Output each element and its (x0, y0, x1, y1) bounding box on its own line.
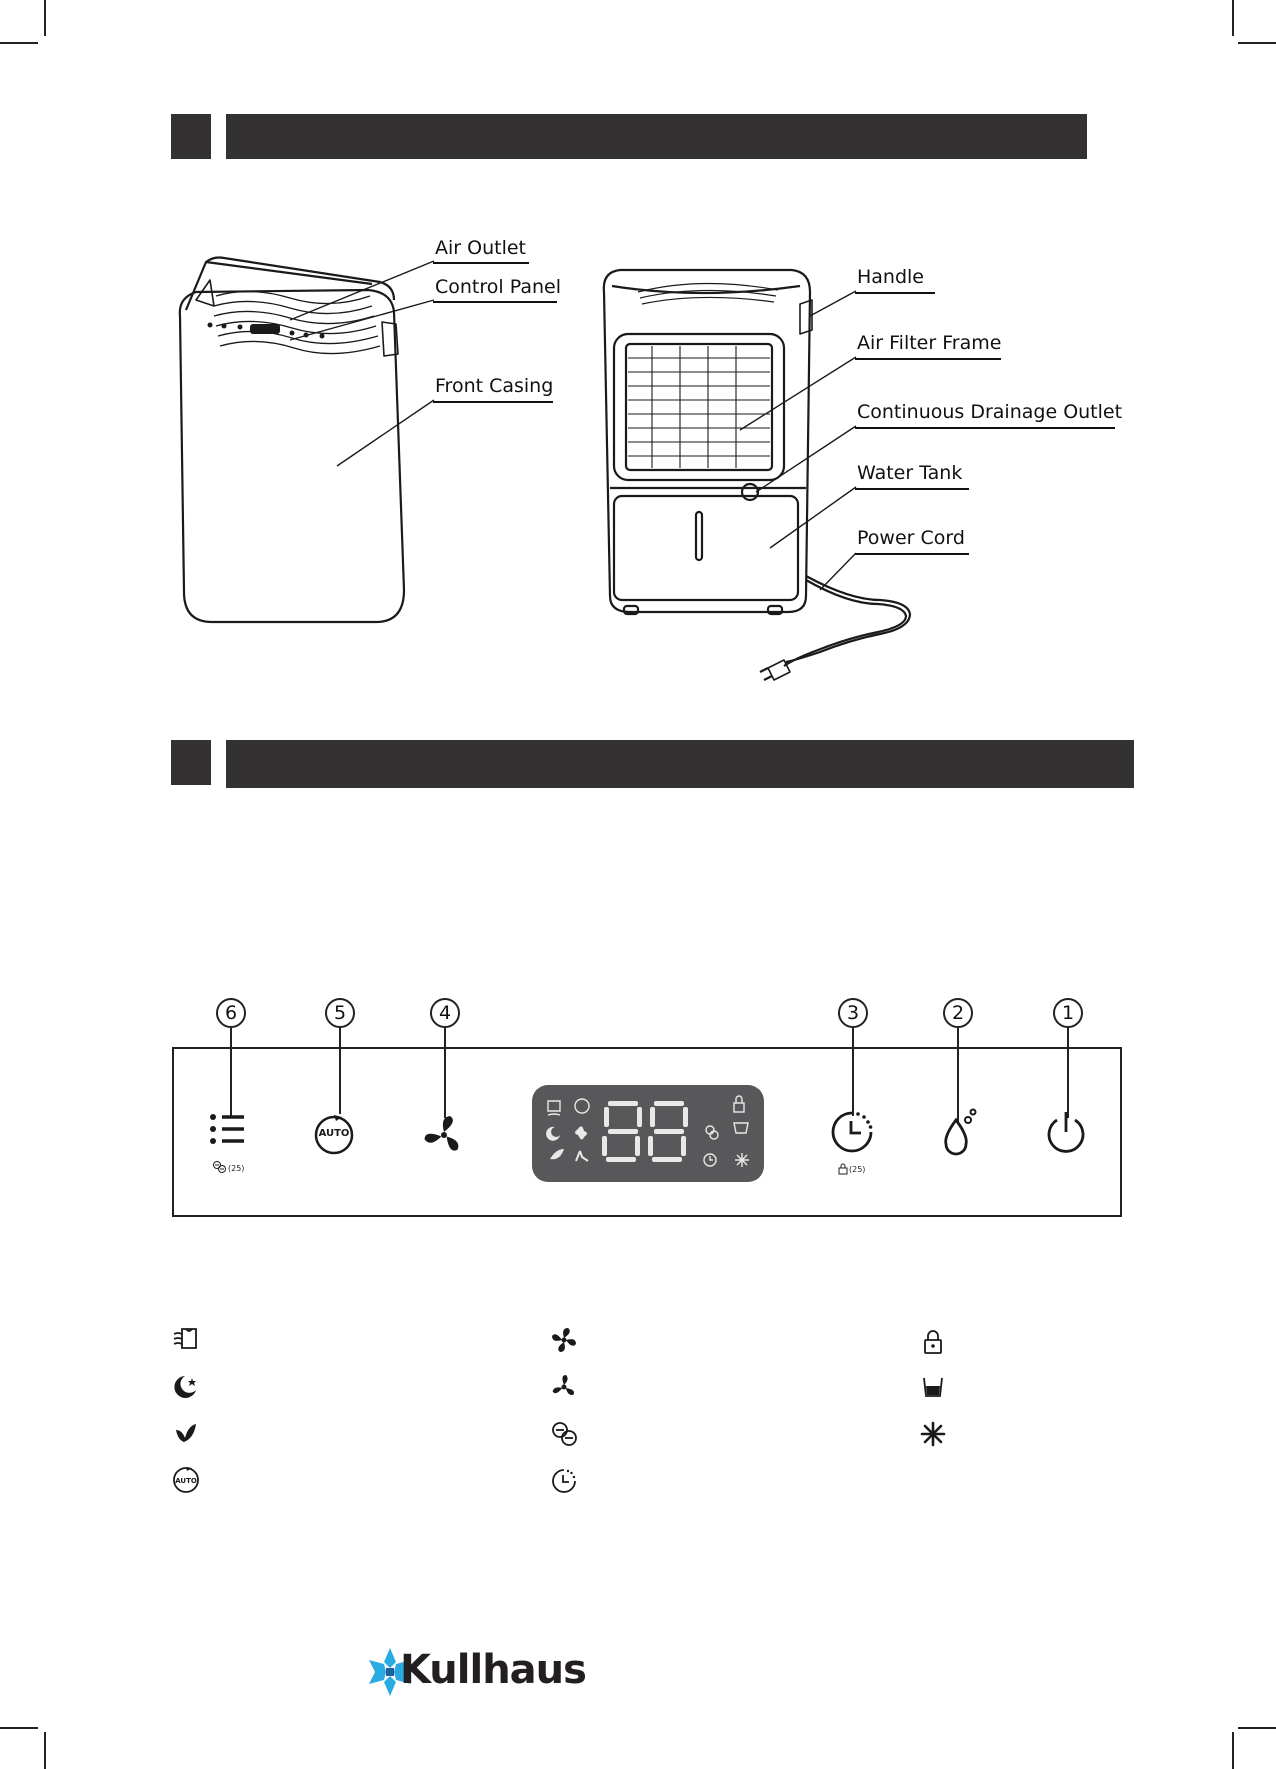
power-button[interactable] (1044, 1110, 1088, 1154)
legend-lock-icon (922, 1329, 944, 1355)
label-underline (855, 358, 1001, 360)
section-marker (171, 740, 211, 785)
crop-mark (1232, 1732, 1234, 1769)
auto-text: AUTO (318, 1128, 350, 1139)
callout-5: 5 (325, 998, 355, 1028)
legend-ion-icon (551, 1421, 579, 1447)
label-power-cord: Power Cord (857, 527, 965, 549)
fan-speed-button[interactable] (423, 1114, 465, 1156)
legend-timer-icon (551, 1468, 577, 1494)
label-underline (433, 262, 529, 264)
brand-name: Kullhaus (400, 1647, 586, 1693)
callout-2: 2 (943, 998, 973, 1028)
mode-button[interactable] (208, 1110, 248, 1150)
label-water-tank: Water Tank (857, 462, 963, 484)
svg-text:AUTO: AUTO (175, 1477, 197, 1485)
ion-icon (213, 1161, 227, 1173)
timer-button-hint: (25) (849, 1165, 866, 1174)
legend-laundry-icon (172, 1326, 200, 1352)
legend-fan-low-icon (551, 1374, 577, 1400)
mode-button-hint: (25) (228, 1164, 245, 1173)
power-icon (1044, 1110, 1088, 1154)
label-air-filter-frame: Air Filter Frame (857, 332, 1002, 354)
label-air-outlet: Air Outlet (435, 237, 526, 259)
section-header-bar (226, 740, 1134, 788)
legend-defrost-icon (920, 1421, 946, 1447)
callout-6: 6 (216, 998, 246, 1028)
list-icon (208, 1110, 248, 1150)
label-underline (855, 427, 1115, 429)
crop-mark (44, 1732, 46, 1769)
legend-fan-high-icon (551, 1327, 577, 1353)
legend-auto-icon (172, 1466, 200, 1494)
droplet-icon (938, 1108, 978, 1156)
label-underline (433, 301, 557, 303)
humidity-button[interactable] (938, 1108, 978, 1156)
lock-icon (838, 1163, 848, 1175)
label-underline (855, 292, 935, 294)
callout-4: 4 (430, 998, 460, 1028)
callout-1: 1 (1053, 998, 1083, 1028)
label-continuous-drainage-outlet: Continuous Drainage Outlet (857, 401, 1123, 423)
fan-icon (423, 1114, 465, 1156)
label-control-panel: Control Panel (435, 276, 561, 298)
label-underline (433, 401, 553, 403)
label-handle: Handle (857, 266, 925, 288)
callout-3: 3 (838, 998, 868, 1028)
legend-eco-icon (172, 1422, 198, 1444)
legend-tank-full-icon (922, 1376, 944, 1398)
auto-button[interactable] (314, 1115, 354, 1155)
label-underline (855, 488, 969, 490)
display-icons (532, 1085, 764, 1182)
timer-icon (830, 1110, 874, 1154)
crop-mark (1238, 1727, 1276, 1729)
dehumidifier-front-illustration (0, 0, 1276, 720)
label-underline (855, 553, 969, 555)
timer-button[interactable] (830, 1110, 874, 1154)
crop-mark (0, 1727, 38, 1729)
legend-sleep-icon (172, 1374, 198, 1400)
label-front-casing: Front Casing (435, 375, 554, 397)
